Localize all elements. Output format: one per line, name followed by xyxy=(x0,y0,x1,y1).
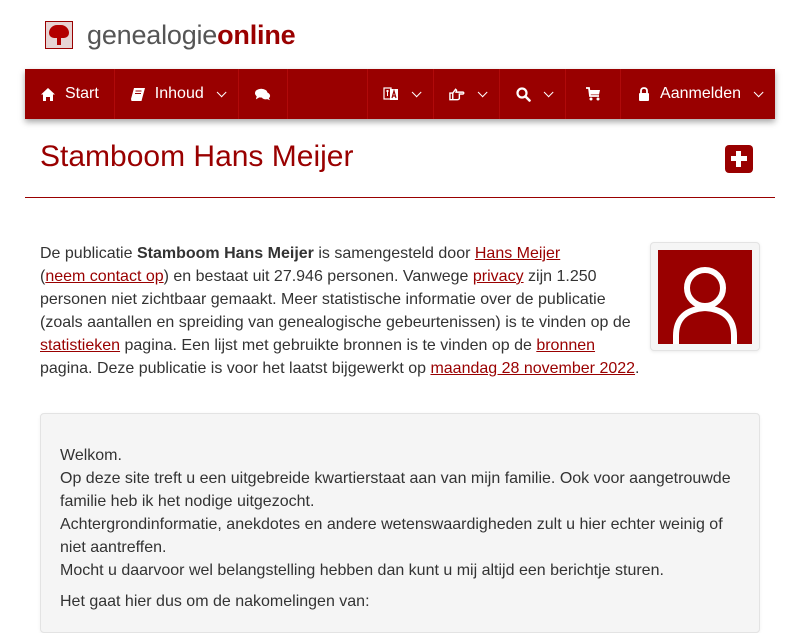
nav-search[interactable] xyxy=(500,69,566,119)
nav-login[interactable]: Aanmelden xyxy=(621,69,775,119)
main-navbar xyxy=(25,69,775,119)
chevron-down-icon xyxy=(478,87,488,97)
home-icon xyxy=(40,86,56,102)
cart-icon xyxy=(585,86,601,102)
translate-icon xyxy=(383,86,399,102)
brand-name: genealogieonline xyxy=(87,19,296,50)
book-icon xyxy=(130,86,146,102)
welcome-panel: Welkom. Op deze site treft u een uitgebreide kwartierstaat aan van mijn familie. Ook voor aangetrouwde familie heb ik het nodige uitgezocht. Achtergrondinformatie, anekdotes en andere wetenswaardigheden zult u hier echter weinig of niet aantreffen. Mocht u daarvoor wel belangstelling hebben dan kunt u mij altijd een berichtje sturen. Het gaat hier dus om de nakomelingen van: xyxy=(40,413,760,633)
last-updated-link[interactable]: maandag 28 november 2022 xyxy=(430,360,636,377)
nav-cart[interactable] xyxy=(566,69,621,119)
hand-pointer-icon xyxy=(449,86,465,102)
tree-icon xyxy=(45,21,73,49)
site-logo[interactable] xyxy=(45,18,295,52)
chevron-down-icon xyxy=(412,87,422,97)
nav-actions[interactable] xyxy=(434,69,500,119)
statistics-link[interactable]: statistieken xyxy=(40,337,121,354)
divider xyxy=(25,197,775,198)
chevron-down-icon xyxy=(216,87,226,97)
user-icon xyxy=(658,250,752,344)
chevron-down-icon xyxy=(754,87,764,97)
plus-square-icon[interactable] xyxy=(725,145,753,173)
privacy-link[interactable]: privacy xyxy=(472,268,524,285)
author-avatar xyxy=(650,242,760,351)
publication-name: Stamboom Hans Meijer xyxy=(136,245,314,262)
publication-intro: De publicatie Stamboom Hans Meijer is samengesteld door Hans Meijer (neem contact op) en bestaat uit 27.946 personen. Vanwege privacy zijn 1.250 personen niet zichtbaar gemaakt. Meer statistische informatie over de publicatie (zoals aantallen en spreiding van genealogische gebeurtenissen) is te vinden op de statistieken pagina. Een lijst met gebruikte bronnen is te vinden op de bronnen pagina. Deze publicatie is voor het laatst bijgewerkt op maandag 28 november 2022. xyxy=(40,245,640,377)
page-title: Stamboom Hans Meijer xyxy=(40,140,354,173)
chevron-down-icon xyxy=(544,87,554,97)
comments-icon xyxy=(255,86,271,102)
contact-link[interactable]: neem contact op xyxy=(45,268,164,285)
nav-inhoud[interactable]: Inhoud xyxy=(115,69,239,119)
lock-icon xyxy=(636,86,652,102)
author-link[interactable]: Hans Meijer xyxy=(474,245,561,262)
nav-language[interactable] xyxy=(368,69,434,119)
nav-comments[interactable] xyxy=(239,69,288,119)
nav-start[interactable]: Start xyxy=(25,69,115,119)
search-icon xyxy=(515,86,531,102)
sources-link[interactable]: bronnen xyxy=(536,337,596,354)
